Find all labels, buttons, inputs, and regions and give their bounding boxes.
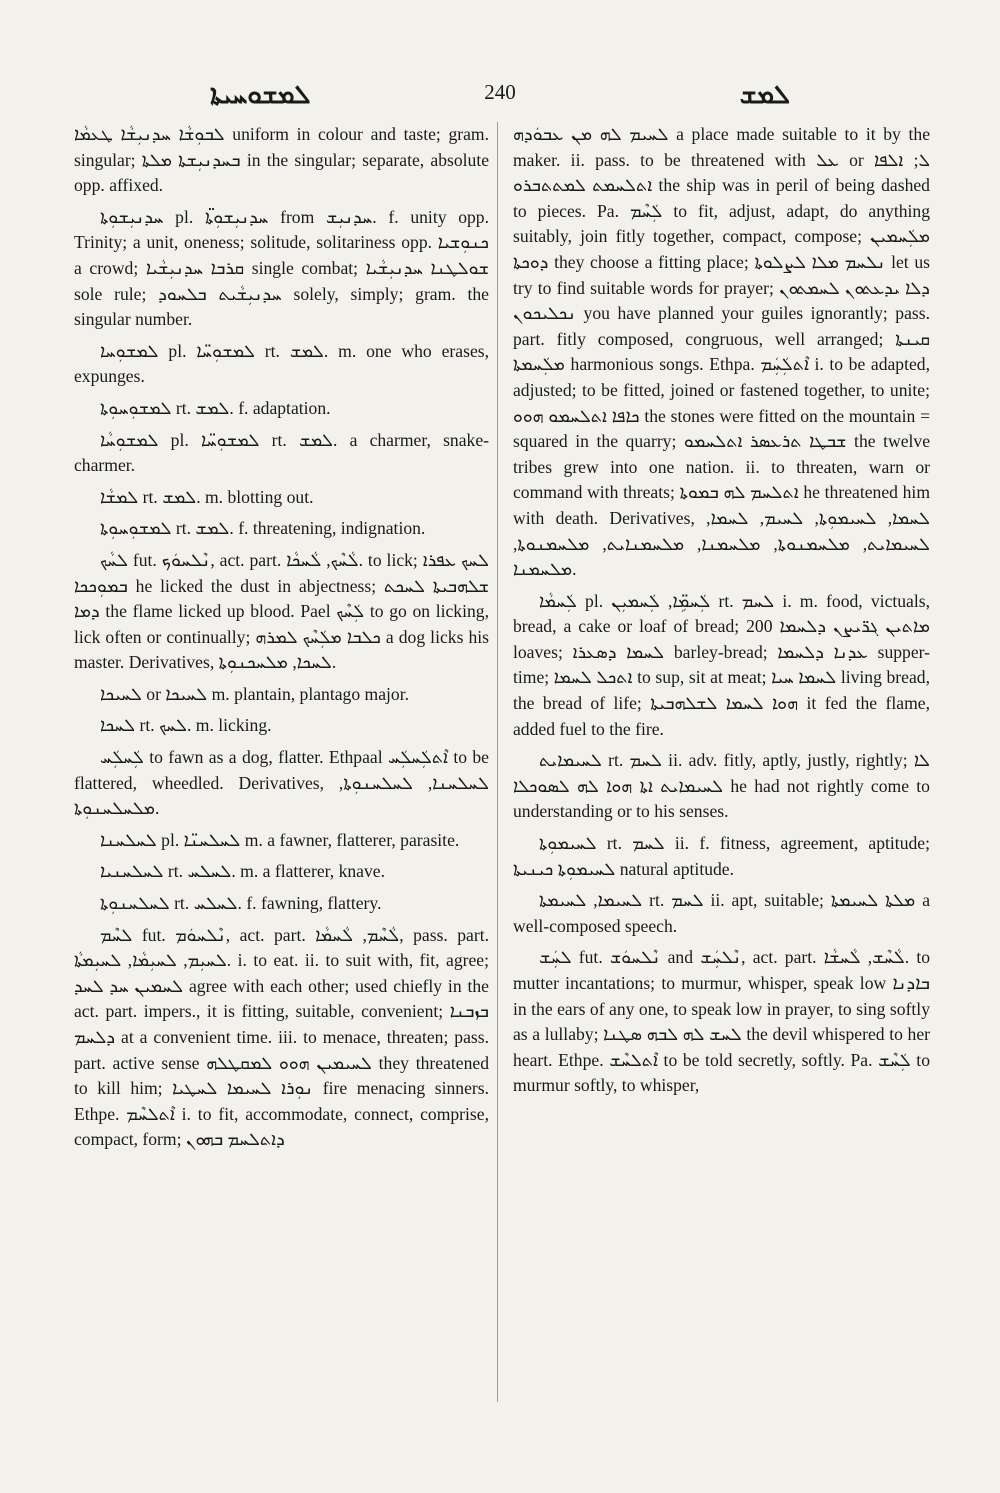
dictionary-entry: ܠܒܘܼܫܵܐ ܚܕܢܝܼܫܵܐ ܛܥܡܵܐ uniform in colour and taste; gram. singular; ܒܚܕܢܝܼܫܬܐ ܡܠܬܐ in the singular; separate, absolute opp. affixed. bbox=[74, 124, 490, 196]
left-column bbox=[74, 122, 489, 1159]
dictionary-entry: ܠܲܚܡܵܐ pl. ܠܲܚܡܹ̈ܐ, ܠܲܚܡܝܼܢ rt. ܠܚܡ i. m. food, victuals, bread, a cake or loaf of bread; ܡܐܬܝܢ ܓܪ̈ܝܨܢ ܕܠܚܡܐ 200 loaves; ܠܚܡܐ ܕܣܥܪܐ barley-bread; ܥܕܢܐ ܕܠܚܡܐ supper-time; ܐܬܟܠ ܠܚܡܐ to sup, sit at meat; ܠܚܡܐ ܚܝܐ living bread, the bread of life; ܗܘܐ ܠܚܡܐ ܠܫܠܗܒܝܬܐ it fed the flame, added fuel to the fire. bbox=[513, 590, 931, 739]
dictionary-entry: ܠܚܲܫ fut. ܢܶܠܚܘܿܫ and ܢܶܠܚܲܫ, act. part. ܠܵܚܶܫ, ܠܵܚܫܵܐ. to mutter incantations; to murmur, whisper, speak low ܒܐܕܢܐ in the ears of any one, to speak low in prayer, to sing softly as a lullaby; ܠܚܫ ܠܗ ܠܒܗ ܣܛܢܐ the devil whispered to her heart. Ethpe. ܐܶܬܠܚܶܫ to be told secretly, softly. Pa. ܠܲܚܶܫ to murmur softly, to whisper, bbox=[513, 947, 931, 1096]
dictionary-entry: ܚܕܢܝܼܫܘܼܬܐ pl. ܚܕܢܝܼܫܘܼܬ̈ܐ from ܚܕܢܝܼܫ. f. unity opp. Trinity; a unit, oneness; solitude, solitariness opp. ܟܢܘܼܫܝܐ a crowd; ܩܪܒܐ ܚܕܢܝܼܫܵܝܐ single combat; ܫܘܠܛܢܐ ܚܕܢܝܼܫܵܝܐ sole rule; ܚܕܢܝܼܫܵܝܬ ܒܠܚܘܕ solely, simply; gram. the singular number. bbox=[74, 206, 489, 330]
dictionary-entry: ܠܡܫܘܼܚܘܼܬܐ rt. ܠܡܫ. f. adaptation. bbox=[100, 397, 331, 418]
dictionary-entry: ܠܡܫܘܼܚܐ pl. ܠܡܫܘܼܚ̈ܐ rt. ܠܡܫ. m. one who erases, expunges. bbox=[74, 340, 489, 387]
dictionary-entry: ܠܚܠܚܢܐ pl. ܠܚܠܚܢ̈ܐ m. a fawner, flatterer, parasite. bbox=[100, 829, 460, 850]
dictionary-entry: ܠܚܠܚܢܝܐ rt. ܠܚܠܚ. m. a flatterer, knave. bbox=[100, 861, 385, 882]
dictionary-entry: ܠܚܝܡܘܼܬܐ rt. ܠܚܡ ii. f. fitness, agreement, aptitude; ܠܚܝܡܘܼܬܐ ܟܝܢܝܬܐ natural aptitude. bbox=[513, 833, 930, 879]
header-right-word: ܠܡܫ bbox=[739, 80, 790, 109]
dictionary-entry: ܠܚܝܟܐ or ܠܚܝܟܐ m. plantain, plantago major. bbox=[100, 683, 409, 704]
right-column bbox=[513, 122, 930, 1105]
dictionary-entry: ܠܚܶܡ fut. ܢܶܠܚܘܿܡ, act. part. ܠܵܚܶܡ, ܠܵܚܡܵܐ, pass. part. ܠܚܝܼܡ, ܠܚܝܼܡܵܐ, ܠܚܝܼܡܬܵܐ. i. to eat. ii. to suit with, fit, agree; ܠܚܡܝܢ ܚܕ ܠܚܕ agree with each other; used chiefly in the act. part. impers., it is fitting, suitable, convenient; ܒܙܒܢܐ ܕܠܚܡ at a convenient time. iii. to menace, threaten; pass. part. active sense ܠܚܝܡܝܢ ܗܘܘ ܠܡܩܛܠܗ they threatened to kill him; ܢܘܼܪܐ ܠܚܝܡܐ ܠܚܛܝܐ fire menacing sinners. Ethpe. ܐܶܬܠܚܶܡ i. to fit, accommodate, connect, comprise, compact, form; ܕܐܬܠܚܡ ܒܗܘܢ bbox=[74, 924, 490, 1150]
dictionary-entry: ܠܡܫܵܐ rt. ܠܡܫ. m. blotting out. bbox=[100, 486, 314, 507]
dictionary-entry: ܠܚܝܡܐ, ܠܚܝܡܬܐ rt. ܠܚܡ ii. apt, suitable; ܡܠܬܐ ܠܚܝܡܬܐ a well-composed speech. bbox=[513, 890, 930, 936]
dictionary-entry: ܠܚܝܡܐܝܬ rt. ܠܚܡ ii. adv. fitly, aptly, justly, rightly; ܠܐ ܠܚܝܡܐܝܬ ܐܬܐ ܗܘܐ ܠܗ ܠܣܘܟܠܐ he had not rightly come to understanding or to his senses. bbox=[513, 750, 930, 822]
dictionary-entry: ܠܚܝܡ ܠܗ ܡܢ ܥܒܘܿܕܗ a place made suitable to it by the maker. ii. pass. to be threatened with ܥܠ or ܠ; ܐܠܦܐ ܐܬܠܚܡܬ ܠܡܬܬܒܪܘ the ship was in peril of being dashed to pieces. Pa. ܠܲܚܶܡ to fit, adjust, adapt, do anything suitably, join fitly together, compact, compose; ܡܠܲܚܡܝܢ ܕܘܟܬܐ they choose a fitting place; ܢܠܚܡ ܡܠܐ ܠܨܠܘܬܐ let us try to find suitable words for prayer; ܕܠܐ ܝܕܥܬܘܢ ܠܚܡܬܘܢ ܢܟܠܝܟܘܢ you have planned your guiles ignorantly; pass. part. fitly composed, congruous, well arranged; ܩܝܢܬܐ ܡܠܲܚܡܬܐ harmonious songs. Ethpa. ܐܶܬܠܲܚܲܡ i. to be adapted, adjusted; to be fitted, joined or fastened together, to unite; ܟܐܦܐ ܐܬܠܚܡܘ ܗܘܘ the stones were fitted on the mountain = squared in the quarry; ܫܒܛܐ ܬܪܥܣܪ ܐܬܠܚܡܘ the twelve tribes grew into one nation. ii. to threaten, warn or command with threats; ܐܬܠܚܡ ܠܗ ܒܡܘܬܐ he threatened him with death. Derivatives, ܠܚܡܐ, ܠܚܝܡܘܼܬܐ, ܠܚܝܡ, ܠܚܡܐ, ܠܚܝܡܐܝܬ, ܡܠܚܡܢܘܬܐ, ܡܠܚܡܢܐ, ܡܠܚܡܢܐܝܬ, ܡܠܚܡܢܘܬܐ, ܡܠܚܡܢܐ. bbox=[513, 124, 931, 580]
header-left-word: ܠܡܫܘܚܝܬܐ bbox=[210, 80, 311, 109]
dictionary-entry: ܠܡܫܘܼܚܘܼܬܐ rt. ܠܡܫ. f. threatening, indignation. bbox=[100, 518, 426, 539]
dictionary-entry: ܠܚܠܚܢܘܼܬܐ rt. ܠܚܠܚ. f. fawning, flattery. bbox=[100, 893, 382, 914]
dictionary-entry: ܠܡܫܘܼܚܵܐ pl. ܠܡܫܘܼܚ̈ܐ rt. ܠܡܫ. a charmer, snake-charmer. bbox=[74, 429, 490, 476]
dictionary-entry: ܠܲܚܠܲܚ to fawn as a dog, flatter. Ethpaal ܐܶܬܠܲܚܠܲܚ to be flattered, wheedled. Derivatives, ܠܚܠܚܢܐ, ܠܚܠܚܢܘܼܬܐ, ܡܠܚܠܚܢܘܼܬܐ. bbox=[74, 747, 489, 819]
dictionary-entry: ܠܚܵܟ fut. ܢܶܠܚܘܿܟ, act. part. ܠܵܚܶܟ, ܠܵܚܟܵܐ. to lick; ܠܚܟ ܥܦܪܐ ܒܡܘܼܟܟܐ he licked the dust in abjectness; ܫܠܗܒܝܬܐ ܠܚܟܬ ܕܡܐ the flame licked up blood. Pael ܠܲܚܶܟ to go on licking, lick often or continually; ܟܠܒܐ ܡܠܲܚܶܟ ܠܡܪܗ a dog licks his master. Derivatives, ܠܚܟܐ, ܡܠܚܟܢܘܼܬܐ. bbox=[74, 549, 489, 673]
page-number: 240 bbox=[484, 80, 516, 104]
running-header bbox=[60, 74, 940, 114]
dictionary-entry: ܠܚܟܐ rt. ܠܚܟ. m. licking. bbox=[100, 715, 272, 736]
column-divider bbox=[497, 122, 498, 1402]
